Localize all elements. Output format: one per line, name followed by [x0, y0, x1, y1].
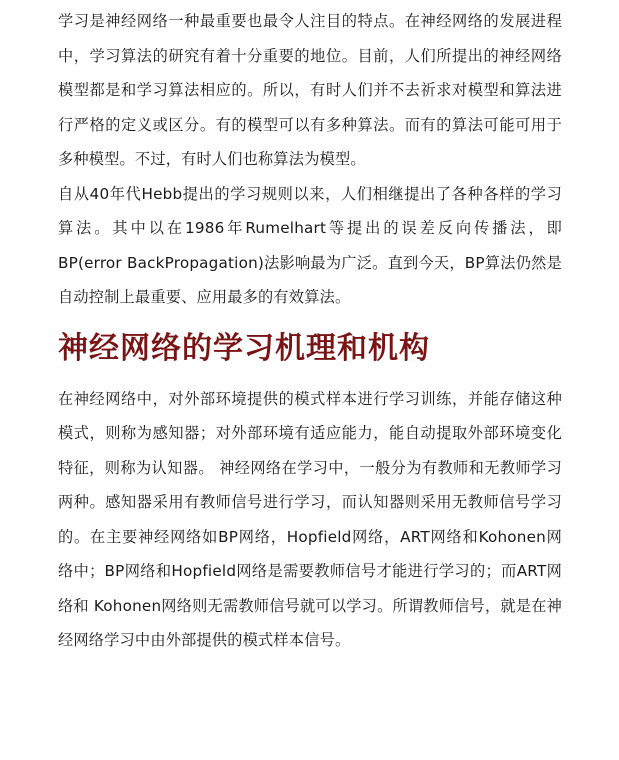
article-body: [58, 4, 562, 658]
section-paragraph-1: 在神经网络中，对外部环境提供的模式样本进行学习训练，并能存储这种模式，则称为感知器；对外部环境有适应能力，能自动提取外部环境变化特征，则称为认知器。 神经网络在学习中，一般分为有教师和无教师学习两种。感知器采用有教师信号进行学习，而认知器则采用无教师信号学习的。在主要神经网络如BP网络，Hopfield网络，ART网络和Kohonen网络中；BP网络和Hopfield网络是需要教师信号才能进行学习的；而ART网络和 Kohonen网络则无需教师信号就可以学习。所谓教师信号，就是在神经网络学习中由外部提供的模式样本信号。: [58, 389, 562, 649]
intro-paragraph-2: 自从40年代Hebb提出的学习规则以来，人们相继提出了各种各样的学习算法。其中以在1986年Rumelhart等提出的误差反向传播法，即BP(error BackPropagation)法影响最为广泛。直到今天，BP算法仍然是自动控制上最重要、应用最多的有效算法。: [58, 184, 562, 306]
section-heading: 神经网络的学习机理和机构: [58, 330, 430, 366]
intro-paragraph-1: 学习是神经网络一种最重要也最令人注目的特点。在神经网络的发展进程中，学习算法的研究有着十分重要的地位。目前，人们所提出的神经网络模型都是和学习算法相应的。所以，有时人们并不去祈求对模型和算法进行严格的定义或区分。有的模型可以有多种算法。而有的算法可能可用于多种模型。不过，有时人们也称算法为模型。: [58, 12, 562, 168]
